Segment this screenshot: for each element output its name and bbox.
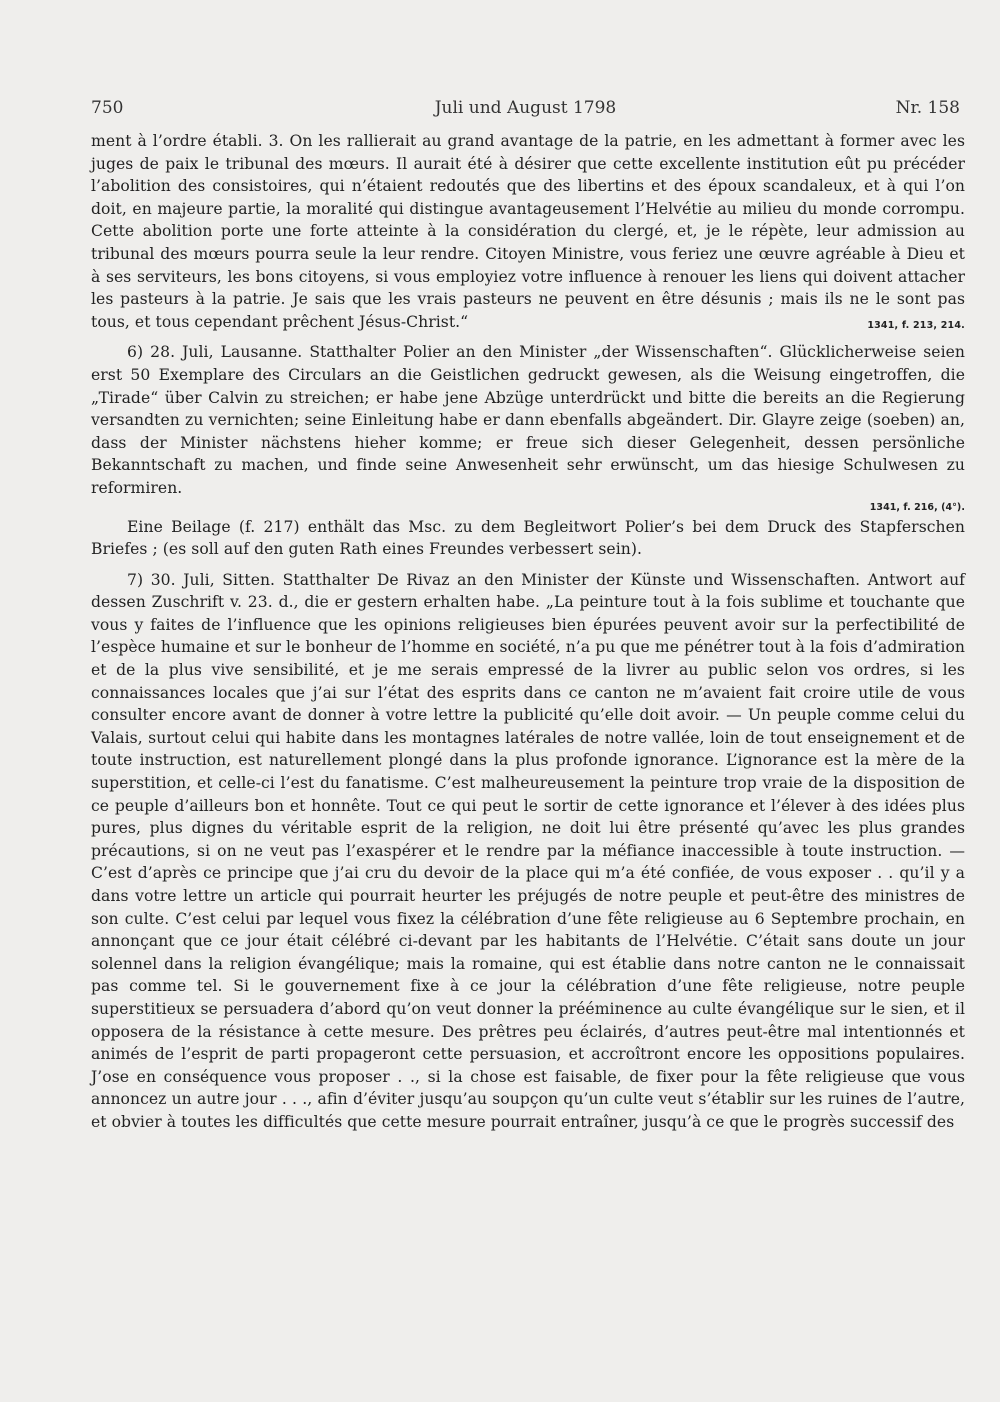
paragraph-4: 7) 30. Juli, Sitten. Statthalter De Rivaz an den Minister der Künste und Wissenschaften. Antwort auf dessen Zuschrift v. 23. d., die er gestern erhalten habe. „La peinture tout à la fois sublime et touchante que vous y faites de l’influence que les opinions religieuses bien épurées peuvent avoir sur la perfectibilité de l’espèce humaine et sur le bonheur de l’homme en société, n’a pu que me pénétrer tout à la fois d’admiration et de la plus vive sensibilité, et je me serais empressé de la livrer au public selon vos ordres, si les connaissances locales que j’ai sur l’état des esprits dans ce canton ne m’avaient fait croire utile de vous consulter encore avant de donner à votre lettre la publicité qu’elle doit avoir. — Un peuple comme celui du Valais, surtout celui qui habite dans les montagnes latérales de notre vallée, loin de tout enseignement et de toute instruction, est naturellement plongé dans la plus profonde ignorance. L’ignorance est la mère de la superstition, et celle-ci l’est du fanatisme. C’est malheureusement la peinture trop vraie de la disposition de ce peuple d’ailleurs bon et honnête. Tout ce qui peut le sortir de cette ignorance et l’élever à des idées plus pures, plus dignes du véritable esprit de la religion, ne doit lui être présenté qu’avec les plus grandes précautions, si on ne veut pas l’exaspérer et le rendre par la méfiance inaccessible à toute instruction. — C’est d’après ce principe que j’ai cru du devoir de la place qui m’a été confiée, de vous exposer . . qu’il y a dans votre lettre un article qui pourrait heurter les préjugés de notre peuple et peut-être des ministres de son culte. C’est celui par lequel vous fixez la célébration d’une fête religieuse au 6 Septembre prochain, en annonçant que ce jour était célébré ci-devant par les habitants de l’Helvétie. C’était sans doute un jour solennel dans la religion évangélique; mais la romaine, qui est établie dans notre canton ne le connaissait pas comme tel. Si le gouvernement fixe à ce jour la célébration d’une fête religieuse, notre peuple superstitieux se persuadera d’abord qu’on veut donner la prééminence au culte évangélique sur le sien, et il opposera de la résistance à cette mesure. Des prêtres peu éclairés, d’autres peut-être mal intentionnés et animés de l’esprit de parti propageront cette persuasion, et accroîtront encore les oppositions populaires. J’ose en conséquence vous proposer . ., si la chose est faisable, de fixer pour la fête religieuse que vous annoncez un autre jour . . ., afin d’éviter jusqu’au soupçon qu’un culte veut s’établir sur les ruines de l’autre, et obvier à toutes les difficultés que cette mesure pourrait entraîner, jusqu’à ce que le progrès successif des bbox=[91, 570, 965, 1131]
page-header bbox=[91, 98, 960, 122]
document-number: Nr. 158 bbox=[895, 98, 960, 118]
paragraph-1-text: ment à l’ordre établi. 3. On les rallierait au grand avantage de la patrie, en les admettant à former avec les juges de paix le tribunal des mœurs. Il aurait été à désirer que cette excellente institution eût pu précéder l’abolition des consistoires, qui n’étaient redoutés que des libertins et des époux scandaleux, et à qui l’on doit, en majeure partie, la moralité qui distingue avantageusement l’Helvétie au milieu du monde corrompu. Cette abolition porte une forte atteinte à la considération du clergé, et, je le répète, leur admission au tribunal des mœurs pourra seule la leur rendre. Citoyen Ministre, vous feriez une œuvre agréable à Dieu et à ses serviteurs, les bons citoyens, si vous employiez votre influence à renouer les liens qui doivent attacher les pasteurs à la patrie. Je sais que les vrais pasteurs ne peuvent en être désunis ; mais ils ne le sont pas tous, et tous cependant prêchent Jésus-Christ.“ bbox=[91, 132, 965, 331]
running-title: Juli und August 1798 bbox=[434, 98, 617, 118]
page-body bbox=[91, 130, 965, 1134]
archive-reference-1: 1341, f. 213, 214. bbox=[867, 319, 965, 331]
page-number: 750 bbox=[91, 98, 124, 118]
archive-reference-2: 1341, f. 216, (4°). bbox=[869, 501, 965, 513]
paragraph-1 bbox=[91, 130, 965, 333]
paragraph-2: 6) 28. Juli, Lausanne. Statthalter Polier an den Minister „der Wissenschaften“. Glücklicherweise seien erst 50 Exemplare des Circulars an die Geistlichen gedruckt gewesen, als die Weisung eingetroffen, die „Tirade“ über Calvin zu streichen; er habe jene Abzüge unterdrückt und bitte die bereits an die Regierung versandten zu vernichten; seine Einleitung habe er dann ebenfalls abgeändert. Dir. Glayre zeige (soeben) an, dass der Minister nächstens hieher komme; er freue sich dieser Gelegenheit, dessen persönliche Bekanntschaft zu machen, und finde seine Anwesenheit sehr erwünscht, um das hiesige Schulwesen zu reformiren. bbox=[91, 343, 965, 497]
paragraph-3: Eine Beilage (f. 217) enthält das Msc. zu dem Begleitwort Polier’s bei dem Druck des Stapferschen Briefes ; (es soll auf den guten Rath eines Freundes verbessert sein). bbox=[91, 517, 965, 559]
